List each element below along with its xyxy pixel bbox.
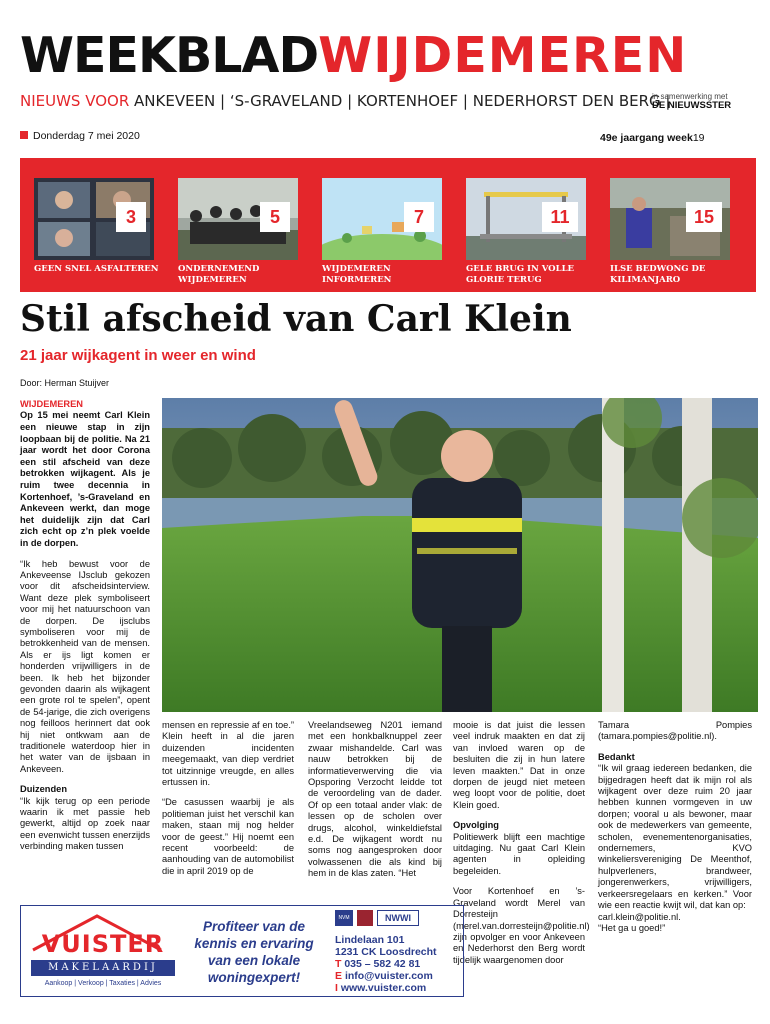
ad-slogan-line: van een lokale (207, 953, 301, 968)
teaser-page-number: 11 (542, 202, 578, 232)
cooperation-line2: DE NIEUWSSTER (652, 100, 732, 111)
article-column-2 (162, 720, 294, 886)
email-label: E (335, 970, 343, 982)
vuister-advertisement[interactable] (20, 905, 464, 997)
article-intro: Op 15 mei neemt Carl Klein een nieuwe stap in zijn loopbaan bij de politie. Na 21 jaar wordt het door Corona een stil afscheid van deze betrokken wijkagent. Als je ruim twee decennia in Kortenhoef, ’s-Graveland en Ankeveen werkt, dan moge het duidelijk zijn dat Carl zich echt op z’n plek voelde in de dorpen. (20, 410, 150, 548)
teaser-caption: ONDERNEMEND WIJDEMEREN (178, 264, 260, 285)
article-byline: Door: Herman Stuijver (20, 378, 110, 388)
article-paragraph: mooie is dat juist die lessen veel indruk maakten en dat zij van invloed waren op de besluiten die zij in hun latere leven maakten.” Dat in onze dorpen de jeugd niet meteen weg loopt voor de politie, doet Klein goed. (453, 720, 585, 810)
article-paragraph: “De casussen waarbij je als politieman juist het verschil kan maken, staan mij nog helder voor de geest.” Hij noemt een recent voorbeeld: de aanhouding van de automobilist die in april 2019 op de (162, 797, 294, 876)
week-number: 19 (692, 132, 705, 144)
article-paragraph: “Ik kijk terug op een periode waarin ik met passie heb gewerkt, altijd op zoek naar een evenwicht tussen enerzijds verbinding maken tussen (20, 795, 150, 852)
cooperation-line1: in samenwerking met (652, 92, 728, 101)
article-paragraph: Voor Kortenhoef en ’s-Graveland wordt Merel van Dorresteijn (merel.van.dorresteijn@politie.nl) zijn opvolger en voor Ankeveen en Nederhorst den Berg wordt tijdelijk waargenomen door (453, 886, 590, 965)
ad-services: Aankoop | Verkoop | Taxaties | Advies (44, 980, 162, 987)
article-paragraph: Vreelandseweg N201 iemand met een honkbalknuppel zeer zwaar mishandelde. Carl was nauw betrokken bij de informatieverwerving die via Opsporing Verzocht leidde tot de veroordeling van de dader. Of op een totaal ander vlak: de lessen op de scholen over drugs, alcohol, winkeldiefstal e.d. De wijkagent wordt nu soms nog aangesproken door volwassenen die als kind bij hem in de klas zaten. “Het (308, 720, 442, 879)
ad-website[interactable] (335, 982, 437, 994)
masthead-subline (20, 92, 670, 110)
ad-slogan-line: kennis en ervaring (194, 936, 314, 951)
ad-contact (335, 934, 437, 994)
article-headline: Stil afscheid van Carl Klein (20, 298, 572, 340)
teaser-page-number: 5 (260, 202, 290, 232)
closing-quote: “Het ga u goed!” (598, 922, 666, 933)
teaser-caption: GEEN SNEL ASFALTEREN (34, 264, 159, 274)
ad-phone[interactable] (335, 958, 437, 970)
ad-slogan (181, 918, 327, 986)
dateline-place: WIJDEMEREN (20, 399, 84, 409)
ad-address-line: Lindelaan 101 (335, 934, 405, 946)
ad-brand-sub: MAKELAARDIJ (31, 960, 175, 976)
article-kicker: 21 jaar wijkagent in weer en wind (20, 347, 256, 364)
masthead-part2: WIJDEMEREN (318, 27, 688, 84)
ad-brand: VUISTER (41, 930, 165, 958)
teaser-page-number: 3 (116, 202, 146, 232)
volume-text: 49e jaargang week (600, 132, 693, 144)
subline-lead: NIEUWS VOOR (20, 92, 130, 110)
ad-email[interactable] (335, 970, 437, 982)
subheading-bedankt: Bedankt (598, 751, 635, 762)
email-address: info@vuister.com (344, 970, 433, 982)
teaser-caption: GELE BRUG IN VOLLE GLORIE TERUG (466, 264, 575, 285)
issue-date (20, 130, 140, 142)
phone-label: T (335, 958, 342, 970)
article-paragraph: Tamara Pompies (tamara.pompies@politie.nl). (598, 720, 752, 742)
ad-slogan-line: woningexpert! (207, 970, 301, 985)
web-address: www.vuister.com (340, 982, 427, 994)
teaser-caption: WIJDEMEREN INFORMEREN (322, 264, 392, 285)
red-square-icon (20, 131, 28, 139)
article-paragraph: “Ik wil graag iedereen bedanken, die bijgedragen heeft dat ik mijn rol als wijkagent over deze ruim 20 jaar hebben kunnen vormgeven in uw dorpen; vooral u als bewoner, maar ook de medewerkers van gemeente, scholen, evenementenorganisaties, ondernemers, KVO winkeliersvereniging De Meenthof, hulpverleners, brandweer, jongerenwerkers, vrijwilligers, verkeersregelaars en kerken.” Voor wie een reactie kwijt wil, dat kan op: (598, 763, 752, 911)
registered-logo-icon (357, 910, 373, 926)
masthead-part1: WEEKBLAD (20, 27, 319, 84)
nwwi-logo: NWWI (377, 910, 419, 926)
masthead-title (20, 28, 687, 84)
cooperation-note (652, 92, 731, 110)
teaser-page-number: 7 (404, 202, 434, 232)
article-column-5 (598, 720, 752, 943)
issue-volume (600, 132, 705, 144)
phone-number: 035 – 582 42 81 (344, 958, 421, 970)
ad-address-line: 1231 CK Loosdrecht (335, 946, 437, 958)
carl-klein-photo (162, 398, 758, 712)
article-paragraph: Politiewerk blijft een machtige uitdaging. Nu gaat Carl Klein agenten in opleiding begeleiden. (453, 831, 585, 876)
article-column-3 (308, 720, 442, 889)
web-label: I (335, 982, 338, 994)
teaser-page-number: 15 (686, 202, 722, 232)
teaser-caption: ILSE BEDWONG DE KILIMANJARO (610, 264, 706, 285)
subheading-opvolging: Opvolging (453, 820, 499, 831)
ad-slogan-line: Profiteer van de (202, 919, 306, 934)
issue-date-text: Donderdag 7 mei 2020 (33, 130, 140, 142)
article-paragraph: mensen en repressie af en toe.” Klein heeft in al die jaren duizenden incidenten meegemaakt, van diep verdriet tot uitzinnige vreugde, en alles ertussen in. (162, 720, 294, 788)
contact-email[interactable]: carl.klein@politie.nl. (598, 911, 681, 922)
nvm-logo: NVM (335, 910, 353, 926)
article-paragraph: “Ik heb bewust voor de Ankeveense IJsclub gekozen voor dit afscheidsinterview. Want deze plek symboliseert voor mij het natuurschoon van de dorpen. De ijsclubs symboliseren voor mij de betrokkenheid van de mensen. Als er ijs ligt komen er honderden vrijwilligers in de been. Ik heb het bijzonder gevonden daarin als wijkagent een grote rol te spelen”, opent de 54-jarige, die zich overigens nog feilloos herinnert dat ook hij niet ontkwam aan de traditionele waterdoop hier in het water van de ijsbaan in Ankeveen. (20, 558, 150, 774)
subheading-duizenden: Duizenden (20, 784, 68, 795)
article-column-1 (20, 399, 150, 862)
article-column-4 (453, 720, 590, 975)
subline-places: ANKEVEEN | ‘S-GRAVELAND | KORTENHOEF | NEDERHORST DEN BERG | (134, 92, 671, 110)
